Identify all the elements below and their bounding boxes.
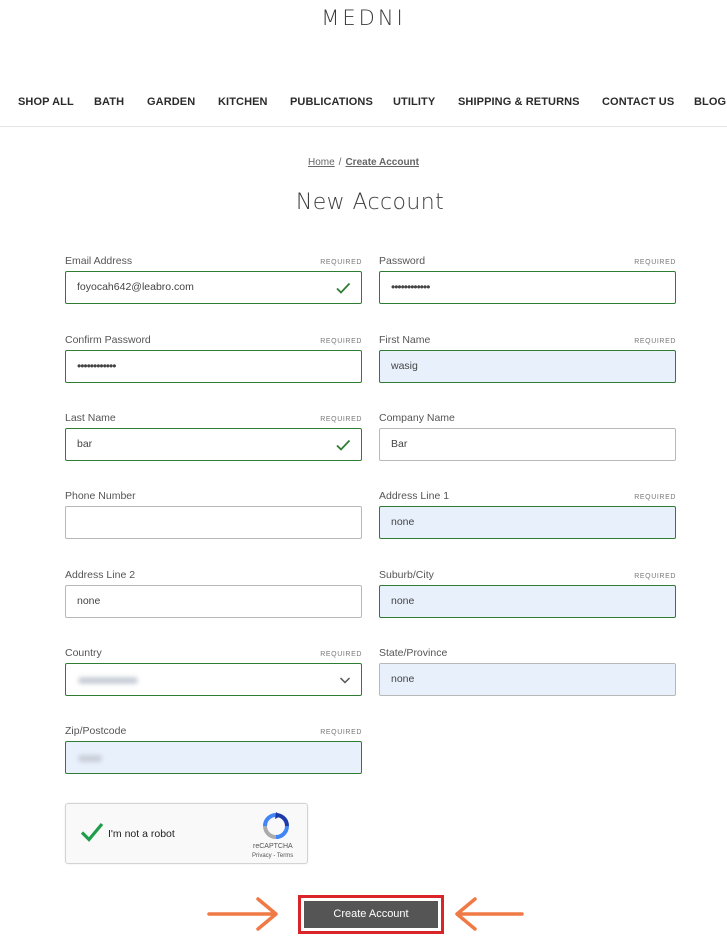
required-tag: REQUIRED <box>320 338 362 345</box>
first-name-input[interactable]: wasig <box>379 350 676 383</box>
state-input[interactable]: none <box>379 663 676 696</box>
create-account-button[interactable]: Create Account <box>304 901 438 928</box>
zip-input[interactable] <box>65 741 362 774</box>
state-label: State/Province <box>379 647 448 659</box>
country-select[interactable] <box>65 663 362 696</box>
recaptcha-brand: reCAPTCHA <box>253 843 293 850</box>
required-tag: REQUIRED <box>634 338 676 345</box>
email-value: foyocah642@leabro.com <box>77 281 194 293</box>
country-label: Country <box>65 647 102 659</box>
captcha-checkbox[interactable] <box>79 819 105 845</box>
address2-input[interactable]: none <box>65 585 362 618</box>
recaptcha-privacy-link[interactable]: Privacy <box>252 853 272 859</box>
site-logo[interactable]: MEDNI <box>321 6 406 30</box>
breadcrumb <box>0 157 727 168</box>
email-input[interactable] <box>65 271 362 304</box>
breadcrumb-separator: / <box>338 157 342 168</box>
nav-shop-all[interactable]: SHOP ALL <box>18 96 74 108</box>
nav-utility[interactable]: UTILITY <box>393 96 436 108</box>
recaptcha-logo-icon <box>262 812 290 840</box>
recaptcha-links-dash: - <box>273 853 276 859</box>
recaptcha-links <box>252 853 293 859</box>
required-tag: REQUIRED <box>320 259 362 266</box>
required-tag: REQUIRED <box>320 651 362 658</box>
arrow-left-icon <box>452 896 527 932</box>
breadcrumb-current[interactable]: Create Account <box>345 157 419 168</box>
nav-shipping-returns[interactable]: SHIPPING & RETURNS <box>458 96 580 108</box>
last-name-label: Last Name <box>65 412 116 424</box>
recaptcha-widget <box>65 803 308 864</box>
confirm-password-label: Confirm Password <box>65 334 151 346</box>
last-name-input[interactable] <box>65 428 362 461</box>
email-label: Email Address <box>65 255 133 267</box>
breadcrumb-home[interactable]: Home <box>307 157 335 168</box>
nav-kitchen[interactable]: KITCHEN <box>218 96 268 108</box>
address2-label: Address Line 2 <box>65 569 136 581</box>
nav-divider <box>0 126 727 127</box>
suburb-label: Suburb/City <box>379 569 434 581</box>
nav-blog[interactable]: BLOG <box>694 96 727 108</box>
required-tag: REQUIRED <box>634 573 676 580</box>
valid-check-icon <box>335 280 351 296</box>
address1-input[interactable]: none <box>379 506 676 539</box>
phone-label: Phone Number <box>65 490 136 502</box>
valid-check-icon <box>335 437 351 453</box>
password-label: Password <box>379 255 426 267</box>
last-name-value: bar <box>77 438 93 450</box>
required-tag: REQUIRED <box>320 729 362 736</box>
company-input[interactable]: Bar <box>379 428 676 461</box>
nav-garden[interactable]: GARDEN <box>147 96 196 108</box>
phone-input[interactable] <box>65 506 362 539</box>
nav-contact-us[interactable]: CONTACT US <box>602 96 675 108</box>
required-tag: REQUIRED <box>320 416 362 423</box>
password-input[interactable]: •••••••••••• <box>379 271 676 304</box>
arrow-right-icon <box>206 896 281 932</box>
required-tag: REQUIRED <box>634 259 676 266</box>
nav-bath[interactable]: BATH <box>94 96 125 108</box>
company-label: Company Name <box>379 412 455 424</box>
nav-publications[interactable]: PUBLICATIONS <box>290 96 373 108</box>
captcha-label: I'm not a robot <box>108 828 175 840</box>
first-name-label: First Name <box>379 334 431 346</box>
confirm-password-input[interactable]: •••••••••••• <box>65 350 362 383</box>
chevron-down-icon <box>339 674 351 686</box>
page-title: New Account <box>295 190 445 215</box>
address1-label: Address Line 1 <box>379 490 450 502</box>
suburb-input[interactable]: none <box>379 585 676 618</box>
required-tag: REQUIRED <box>634 494 676 501</box>
recaptcha-terms-link[interactable]: Terms <box>276 853 294 859</box>
zip-label: Zip/Postcode <box>65 725 127 737</box>
